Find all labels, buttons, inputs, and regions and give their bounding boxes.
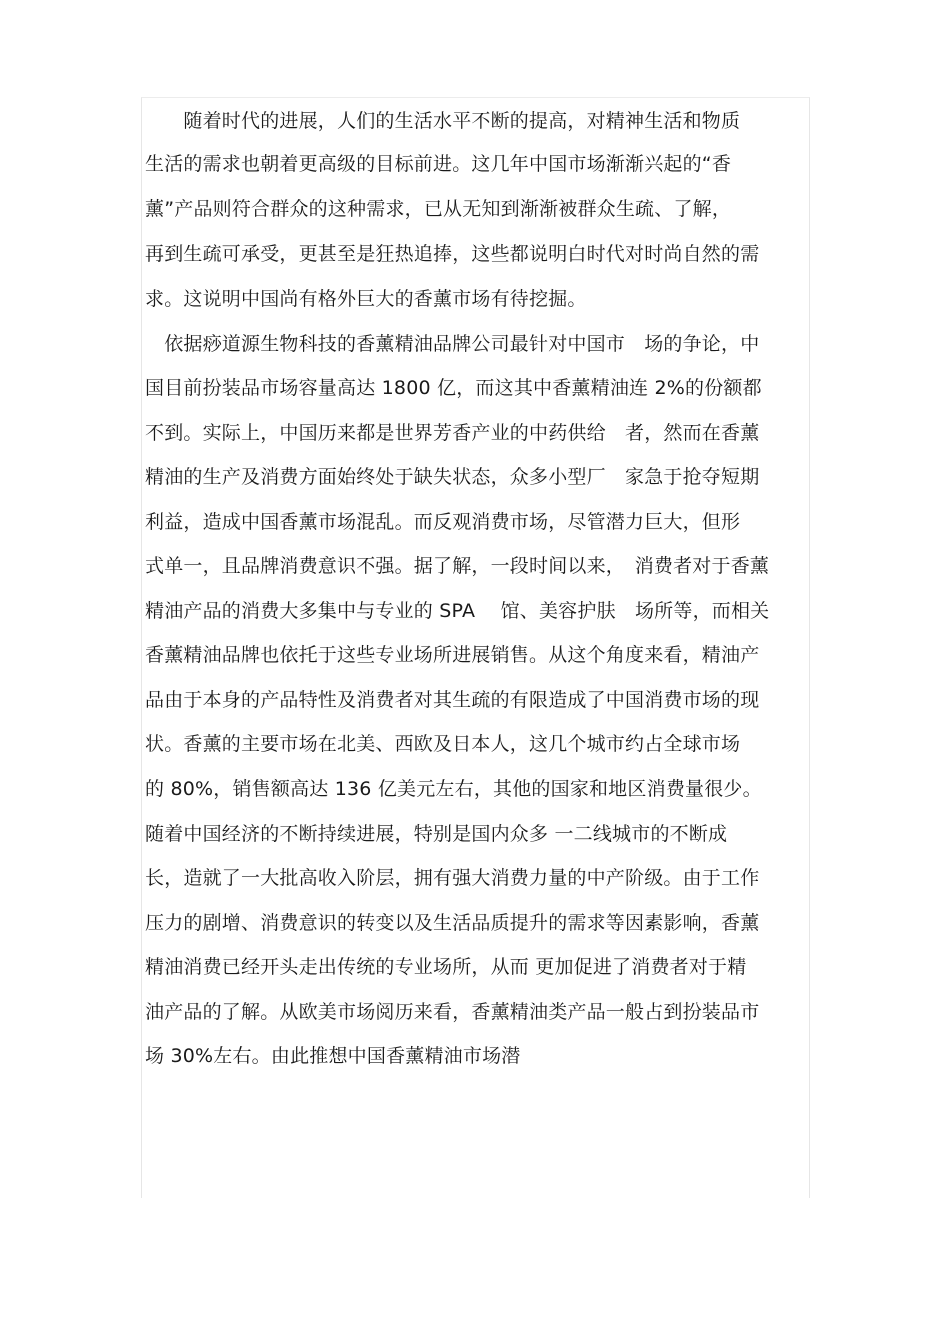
text-line: 薰”产品则符合群众的这种需求，已从无知到渐渐被群众生疏、了解， xyxy=(145,198,732,220)
text-line: 香薰精油品牌也依托于这些专业场所进展销售。从这个角度来看，精油产 xyxy=(145,644,760,666)
text-line: 精油的生产及消费方面始终处于缺失状态，众多小型厂 家急于抢夺短期 xyxy=(145,466,760,488)
text-line: 随着中国经济的不断持续进展，特别是国内众多 一二线城市的不断成 xyxy=(145,823,728,845)
text-line: 的 80%，销售额高达 136 亿美元左右，其他的国家和地区消费量很少。 xyxy=(145,778,762,800)
text-line: 随着时代的进展，人们的生活水平不断的提高，对精神生活和物质 xyxy=(145,110,741,132)
text-line: 国目前扮装品市场容量高达 1800 亿，而这其中香薰精油连 2%的份额都 xyxy=(145,377,762,399)
text-line: 精油产品的消费大多集中与专业的 SPA 馆、美容护肤 场所等，而相关 xyxy=(145,600,770,622)
text-line: 状。香薰的主要市场在北美、西欧及日本人，这几个城市约占全球市场 xyxy=(145,733,741,755)
text-line: 精油消费已经开头走出传统的专业场所，从而 更加促进了消费者对于精 xyxy=(145,956,747,978)
text-line: 油产品的了解。从欧美市场阅历来看，香薰精油类产品一般占到扮装品市 xyxy=(145,1001,760,1023)
text-line: 求。这说明中国尚有格外巨大的香薰市场有待挖掘。 xyxy=(145,288,587,310)
text-line: 再到生疏可承受，更甚至是狂热追捧，这些都说明白时代对时尚自然的需 xyxy=(145,243,760,265)
text-line: 依据痧道源生物科技的香薰精油品牌公司最针对中国市 场的争论，中 xyxy=(145,333,760,355)
text-line: 不到。实际上，中国历来都是世界芳香产业的中药供给 者，然而在香薰 xyxy=(145,422,760,444)
text-line: 长，造就了一大批高收入阶层，拥有强大消费力量的中产阶级。由于工作 xyxy=(145,867,760,889)
text-line: 品由于本身的产品特性及消费者对其生疏的有限造成了中国消费市场的现 xyxy=(145,689,760,711)
text-line: 生活的需求也朝着更高级的目标前进。这几年中国市场渐渐兴起的“香 xyxy=(145,153,732,175)
text-line: 压力的剧增、消费意识的转变以及生活品质提升的需求等因素影响，香薰 xyxy=(145,912,760,934)
text-line: 利益，造成中国香薰市场混乱。而反观消费市场，尽管潜力巨大，但形 xyxy=(145,511,741,533)
text-line: 场 30%左右。由此推想中国香薰精油市场潜 xyxy=(145,1045,521,1067)
text-line: 式单一，且品牌消费意识不强。据了解，一段时间以来， 消费者对于香薰 xyxy=(145,555,770,577)
